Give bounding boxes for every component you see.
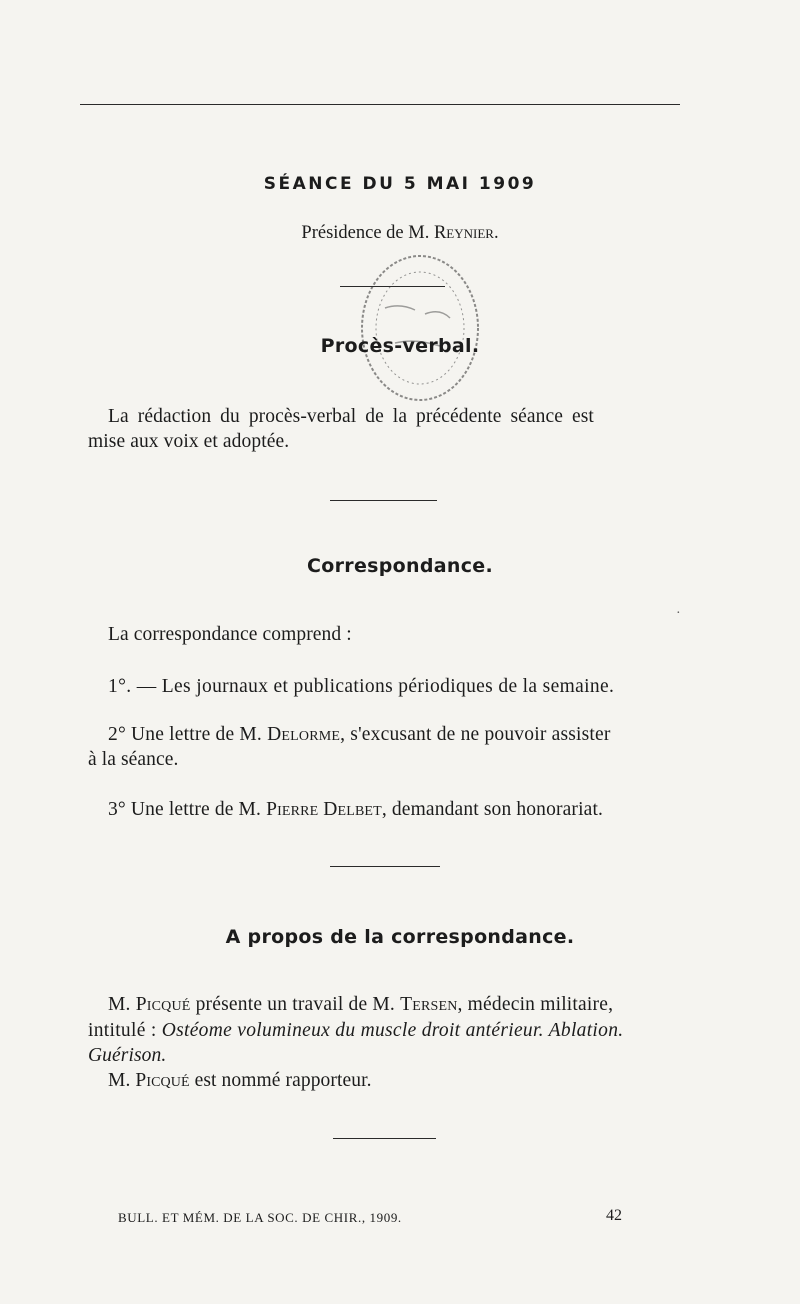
a-propos-line-1: [108, 992, 613, 1017]
a-propos-l2-title: Ostéome volumineux du muscle droit antérieur. Ablation.: [161, 1020, 624, 1041]
correspondance-intro: La correspondance comprend :: [108, 624, 352, 645]
correspondance-item-3: [108, 797, 603, 822]
item-3-name: Pierre Delbet: [266, 799, 382, 820]
a-propos-l4-prefix: M.: [108, 1070, 131, 1091]
a-propos-l1-name: Picqué: [135, 994, 191, 1015]
a-propos-l1-name2: Tersen: [400, 994, 458, 1015]
item-2-name: Delorme: [267, 724, 341, 745]
presidence-name: Reynier: [433, 223, 494, 243]
proces-verbal-title: Procès-verbal.: [320, 335, 480, 357]
presidence-line: [0, 223, 800, 244]
proces-verbal-line-1: La rédaction du procès-verbal de la précédente séance est: [108, 406, 594, 427]
library-stamp: [355, 248, 485, 408]
item-3-suffix: , demandant son honorariat.: [381, 799, 604, 820]
correspondance-title: Correspondance.: [307, 555, 493, 577]
a-propos-l1-suffix: , médecin militaire,: [457, 994, 614, 1015]
speck-mark: ·: [676, 606, 681, 621]
a-propos-line-2: [88, 1018, 623, 1043]
a-propos-l4-suffix: est nommé rapporteur.: [194, 1070, 372, 1091]
item-2-suffix: , s'excusant de ne pouvoir assister: [340, 724, 611, 745]
correspondance-item-1: 1°. — Les journaux et publications périodiques de la semaine.: [108, 676, 615, 697]
a-propos-l4-name: Picqué: [135, 1070, 190, 1091]
a-propos-line-3: Guérison.: [88, 1045, 167, 1066]
proces-verbal-line-2: mise aux voix et adoptée.: [88, 431, 290, 452]
section-rule-1: [330, 500, 437, 501]
top-rule: [80, 104, 680, 105]
item-2-prefix: 2° Une lettre de M.: [108, 724, 263, 745]
item-3-prefix: 3° Une lettre de M.: [108, 799, 262, 820]
a-propos-line-4: [108, 1068, 372, 1093]
presidence-suffix: .: [493, 223, 499, 243]
section-rule-3: [333, 1138, 436, 1139]
correspondance-item-2-line-2: à la séance.: [88, 749, 179, 770]
section-rule-2: [330, 866, 440, 867]
a-propos-l1-mid: présente un travail de M.: [195, 994, 395, 1015]
a-propos-l1-prefix: M.: [108, 994, 131, 1015]
a-propos-title: A propos de la correspondance.: [225, 926, 575, 948]
footer-page-number: 42: [606, 1207, 622, 1224]
footer-journal: BULL. ET MÉM. DE LA SOC. DE CHIR., 1909.: [118, 1210, 402, 1225]
session-title: SÉANCE DU 5 MAI 1909: [263, 174, 537, 194]
correspondance-item-2: [108, 722, 611, 747]
a-propos-l2-prefix: intitulé :: [88, 1020, 157, 1041]
presidence-prefix: Présidence de M.: [301, 223, 430, 243]
